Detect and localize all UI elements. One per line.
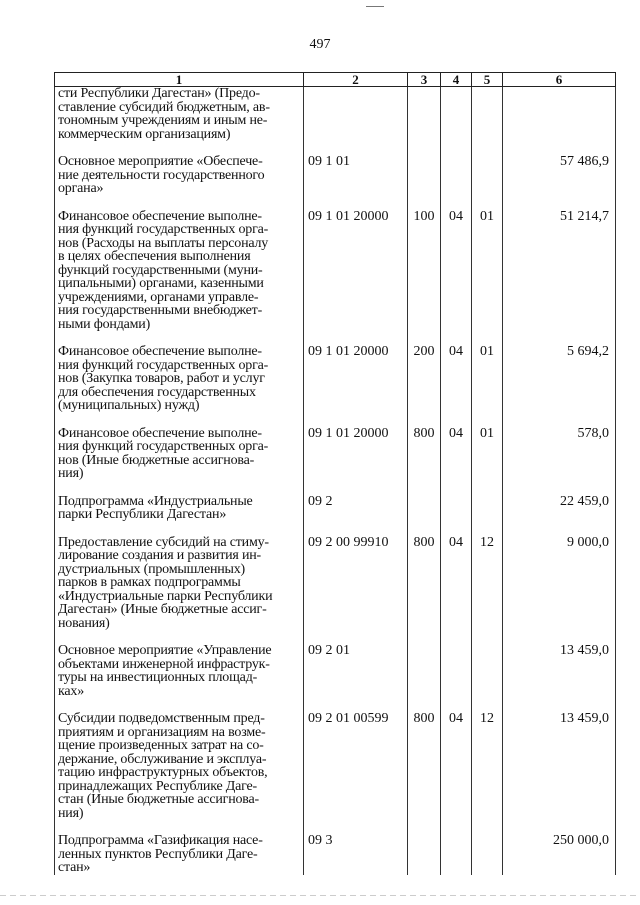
spacer-cell (304, 331, 408, 345)
spacer-cell (503, 141, 616, 155)
spacer-cell (472, 413, 503, 427)
table-row (55, 155, 616, 196)
row-col4-cell: 04 (441, 536, 472, 631)
row-col5-cell: 01 (472, 210, 503, 332)
spacer-cell (55, 630, 304, 644)
spacer-cell (408, 141, 441, 155)
table-row (55, 87, 616, 142)
spacer-cell (472, 820, 503, 834)
spacer-cell (408, 413, 441, 427)
spacer-cell (503, 196, 616, 210)
spacer-cell (441, 413, 472, 427)
spacer-cell (472, 630, 503, 644)
spacer-cell (55, 820, 304, 834)
row-col4-cell: 04 (441, 345, 472, 413)
table-row (55, 536, 616, 631)
row-code-cell: 09 1 01 20000 (304, 345, 408, 413)
spacer-cell (304, 698, 408, 712)
spacer-cell (304, 630, 408, 644)
row-amount-cell: 51 214,7 (503, 210, 616, 332)
header-col-2: 2 (304, 73, 408, 87)
row-amount-cell (503, 87, 616, 142)
budget-table (54, 72, 616, 875)
row-code-cell: 09 2 01 00599 (304, 712, 408, 820)
row-spacer (55, 413, 616, 427)
row-amount-cell: 57 486,9 (503, 155, 616, 196)
row-col5-cell: 01 (472, 345, 503, 413)
row-code-cell: 09 3 (304, 834, 408, 875)
table-row (55, 712, 616, 820)
row-name-cell: сти Республики Дагестан» (Предо- ставление субсидий бюджетным, ав- тономным учреждениям и иным не- коммерческим организациям) (55, 87, 304, 142)
spacer-cell (55, 196, 304, 210)
spacer-cell (503, 413, 616, 427)
row-code-cell: 09 1 01 20000 (304, 210, 408, 332)
spacer-cell (503, 698, 616, 712)
spacer-cell (55, 698, 304, 712)
row-col4-cell (441, 644, 472, 698)
row-col3-cell (408, 495, 441, 522)
row-col3-cell: 100 (408, 210, 441, 332)
row-amount-cell: 578,0 (503, 427, 616, 481)
row-col5-cell (472, 87, 503, 142)
row-amount-cell: 22 459,0 (503, 495, 616, 522)
top-rule (366, 6, 384, 7)
row-name-cell: Финансовое обеспечение выполне- ния функций государственных орга- нов (Закупка товаров, работ и услуг для обеспечения государственных (муниципальных) нужд) (55, 345, 304, 413)
row-col3-cell (408, 155, 441, 196)
row-col5-cell (472, 495, 503, 522)
row-col5-cell (472, 644, 503, 698)
spacer-cell (503, 481, 616, 495)
row-col4-cell (441, 495, 472, 522)
row-spacer (55, 820, 616, 834)
spacer-cell (472, 522, 503, 536)
row-name-cell: Субсидии подведомственным пред- приятиям и организациям на возме- щение произведенных затрат на со- держание, обслуживание и эксплуа- тацию инфраструктурных объектов, принадлежащих Республике Даге- стан (Иные бюджетные ассигнова- ния) (55, 712, 304, 820)
row-spacer (55, 698, 616, 712)
spacer-cell (304, 141, 408, 155)
spacer-cell (55, 413, 304, 427)
spacer-cell (503, 820, 616, 834)
row-col5-cell: 12 (472, 536, 503, 631)
row-col3-cell (408, 834, 441, 875)
row-spacer (55, 196, 616, 210)
header-col-3: 3 (408, 73, 441, 87)
table-body (55, 87, 616, 875)
spacer-cell (304, 413, 408, 427)
row-col4-cell (441, 834, 472, 875)
row-name-cell: Финансовое обеспечение выполне- ния функций государственных орга- нов (Иные бюджетные ассигнова- ния) (55, 427, 304, 481)
row-spacer (55, 630, 616, 644)
spacer-cell (408, 820, 441, 834)
table-row (55, 210, 616, 332)
row-code-cell: 09 1 01 (304, 155, 408, 196)
row-col5-cell: 01 (472, 427, 503, 481)
page-number: 497 (309, 37, 331, 52)
row-amount-cell: 9 000,0 (503, 536, 616, 631)
table-row (55, 345, 616, 413)
table-row (55, 495, 616, 522)
row-col3-cell: 800 (408, 536, 441, 631)
row-name-cell: Основное мероприятие «Обеспече- ние деятельности государственного органа» (55, 155, 304, 196)
spacer-cell (472, 141, 503, 155)
spacer-cell (441, 196, 472, 210)
spacer-cell (441, 522, 472, 536)
spacer-cell (441, 820, 472, 834)
row-code-cell (304, 87, 408, 142)
spacer-cell (304, 522, 408, 536)
row-col3-cell: 200 (408, 345, 441, 413)
spacer-cell (472, 481, 503, 495)
row-col5-cell (472, 834, 503, 875)
spacer-cell (304, 481, 408, 495)
row-name-cell: Основное мероприятие «Управление объектами инженерной инфраструк- туры на инвестиционных площад- ках» (55, 644, 304, 698)
row-spacer (55, 522, 616, 536)
spacer-cell (441, 331, 472, 345)
page-bottom-edge (0, 895, 640, 896)
row-col5-cell (472, 155, 503, 196)
row-col4-cell (441, 87, 472, 142)
row-spacer (55, 481, 616, 495)
spacer-cell (304, 196, 408, 210)
spacer-cell (441, 481, 472, 495)
spacer-cell (441, 698, 472, 712)
row-name-cell: Подпрограмма «Индустриальные парки Республики Дагестан» (55, 495, 304, 522)
spacer-cell (503, 331, 616, 345)
table-row (55, 427, 616, 481)
row-spacer (55, 331, 616, 345)
row-amount-cell: 13 459,0 (503, 712, 616, 820)
row-col4-cell: 04 (441, 210, 472, 332)
row-name-cell: Подпрограмма «Газификация насе- ленных пунктов Республики Даге- стан» (55, 834, 304, 875)
row-code-cell: 09 2 00 99910 (304, 536, 408, 631)
table-row (55, 834, 616, 875)
spacer-cell (472, 196, 503, 210)
spacer-cell (408, 196, 441, 210)
row-col4-cell: 04 (441, 712, 472, 820)
row-code-cell: 09 1 01 20000 (304, 427, 408, 481)
spacer-cell (503, 522, 616, 536)
spacer-cell (408, 331, 441, 345)
spacer-cell (408, 698, 441, 712)
spacer-cell (503, 630, 616, 644)
header-col-6: 6 (503, 73, 616, 87)
row-spacer (55, 141, 616, 155)
spacer-cell (304, 820, 408, 834)
spacer-cell (55, 522, 304, 536)
row-name-cell: Финансовое обеспечение выполне- ния функций государственных орга- нов (Расходы на выплаты персоналу в целях обеспечения выполнения функций государственными (муни- ципальными) органами, казенными учреждениями, органами управле- ния государственными внебюджет- ными фондами) (55, 210, 304, 332)
row-col3-cell: 800 (408, 427, 441, 481)
spacer-cell (472, 698, 503, 712)
header-col-4: 4 (441, 73, 472, 87)
row-amount-cell: 250 000,0 (503, 834, 616, 875)
row-col4-cell: 04 (441, 427, 472, 481)
row-col4-cell (441, 155, 472, 196)
spacer-cell (55, 141, 304, 155)
spacer-cell (408, 630, 441, 644)
row-col3-cell (408, 644, 441, 698)
spacer-cell (472, 331, 503, 345)
spacer-cell (408, 522, 441, 536)
spacer-cell (55, 331, 304, 345)
spacer-cell (441, 630, 472, 644)
header-row (55, 73, 616, 87)
row-amount-cell: 5 694,2 (503, 345, 616, 413)
row-amount-cell: 13 459,0 (503, 644, 616, 698)
row-col3-cell (408, 87, 441, 142)
header-col-5: 5 (472, 73, 503, 87)
row-code-cell: 09 2 (304, 495, 408, 522)
spacer-cell (441, 141, 472, 155)
row-name-cell: Предоставление субсидий на стиму- лирование создания и развития ин- дустриальных (промышленных) парков в рамках подпрограммы «Индустриальные парки Республики Дагестан» (Иные бюджетные ассиг- нования) (55, 536, 304, 631)
row-col5-cell: 12 (472, 712, 503, 820)
row-code-cell: 09 2 01 (304, 644, 408, 698)
header-col-1: 1 (55, 73, 304, 87)
table-row (55, 644, 616, 698)
row-col3-cell: 800 (408, 712, 441, 820)
spacer-cell (408, 481, 441, 495)
spacer-cell (55, 481, 304, 495)
